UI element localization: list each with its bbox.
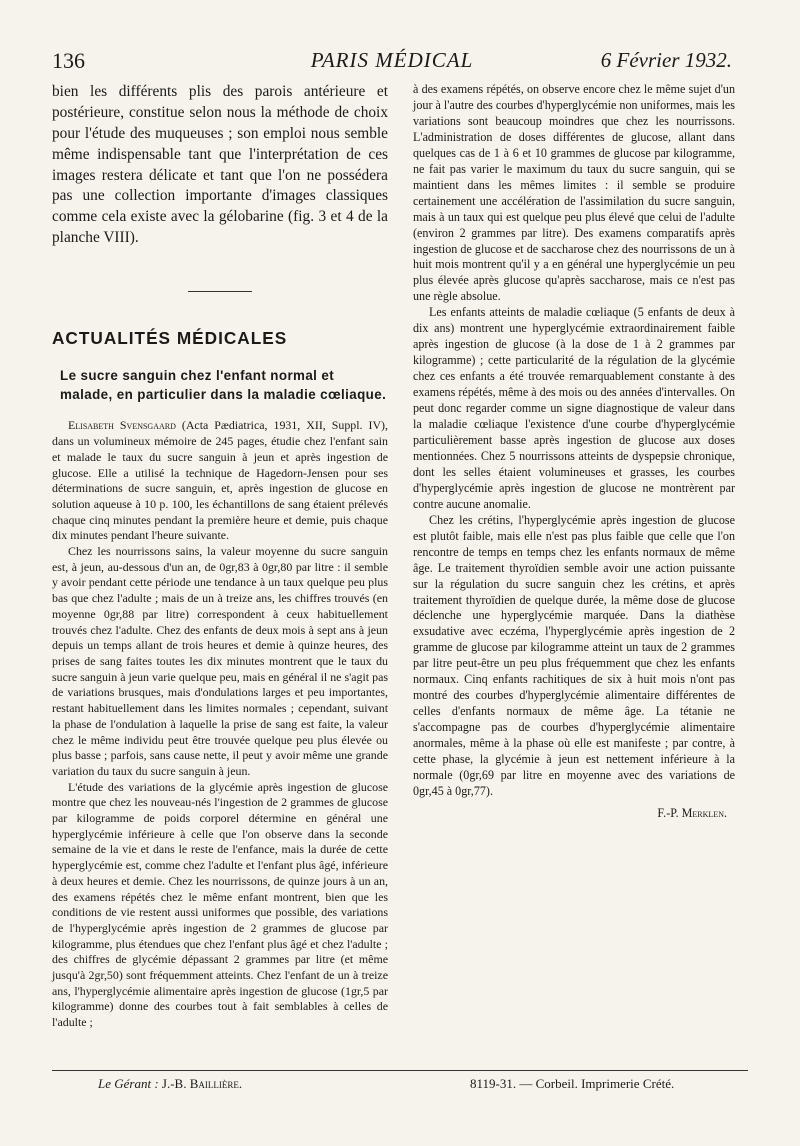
article-paragraph-6: Chez les crétins, l'hyperglycémie après ingestion de glucose est plutôt faible, mais elle n'est pas plus faible que celle que l'on rencontre de temps en temps chez les enfants normaux de même âge. Le traitement thyroïdien semble avoir une action puissante sur la régulation du sucre sanguin chez les crétins, et après traitement thyroïdien de quelque durée, la même dose de glucose déclenche une hyperglycémie marquée. Dans la diathèse exsudative avec eczéma, l'hyperglycémie après ingestion de 2 gramme de glucose par kilogramme atteint un taux de 2 grammes par litre peut-être un peu plus fréquemment que chez les enfants normaux. Cinq enfants rachitiques de six à huit mois n'ont pas montré des courbes d'hyperglycémie alimentaire différentes de celles d'enfants normaux de même âge. La tétanie ne s'accompagne pas de courbes d'hyperglycémie alimentaire anormales, même à la phase où elle est manifeste ; par contre, à cette phase, la glycémie à jeun est nettement inférieure à la normale (0gr,69 par litre en moyenne avec des variations de 0gr,45 à 0gr,77). — [413, 512, 735, 798]
article-paragraph-1-text: (Acta Pædiatrica, 1931, XII, Suppl. IV), dans un volumineux mémoire de 245 pages, étudie chez l'enfant sain et malade le taux du sucre sanguin à jeun et après ingestion de glucose. Elle a utilisé la technique de Hagedorn-Jensen pour ses déterminations de sucre sanguin, et, après ingestion de glucose en solution aqueuse à 10 p. 100, les échantillons de sang étaient prélevés chaque cinq minutes pendant la première heure et demie, puis chaque dix minutes pendant l'heure suivante. — [52, 418, 388, 543]
article-paragraph-4: à des examens répétés, on observe encore chez le même sujet d'un jour à l'autre des courbes d'hyperglycémie non uniformes, mais les variations sont beaucoup moindres que chez les nourrissons. L'administration de doses différentes de glucose, allant dans quelques cas de 1 à 6 et 10 grammes de glucose par kilogramme, ne fait pas varier le maximum du taux du sucre sanguin, qui se maintient dans les mêmes limites : il semble se produire certainement une accélération de l'assimilation du sucre sanguin, mais à un taux qui est quelque peu plus élevé que celui de l'adulte (environ 2 grammes par litre). Des examens comparatifs après ingestion de glucose et de saccharose chez des nourrissons de un à huit mois montrent qu'il y a en général une hyperglycémie un peu plus élevée après glucose qu'après saccharose, mais ce n'est pas une règle absolue. — [413, 82, 735, 304]
section-title: ACTUALITÉS MÉDICALES — [52, 328, 288, 348]
article-paragraph-1 — [52, 418, 388, 544]
footer-gerant — [98, 1076, 242, 1092]
left-column — [52, 82, 388, 1031]
article-paragraph-5: Les enfants atteints de maladie cœliaque (5 enfants de deux à dix ans) montrent une hyperglycémie extraordinairement faible après ingestion de glucose (à la dose de 1 à 2 grammes par kilogramme) ; cette particularité de la régulation de la glycémie chez ces enfants a été trouvée remarquablement constante à des examens répétés, même à des mois ou des années d'intervalles. On peut donc regarder comme un signe diagnostique de valeur dans la maladie cœliaque l'existence d'une courbe d'hyperglycémie particulièrement basse après ingestion de glucose aux doses mentionnées. Chez 5 nourrissons atteints de dyspepsie chronique, dont les selles étaient volumineuses et grasses, les courbes d'hyperglycémie après ingestion de glucose ne montrèrent par contre aucune anomalie. — [413, 305, 735, 511]
article-title: Le sucre sanguin chez l'enfant normal et malade, en particulier dans la maladie cœliaque. — [60, 368, 387, 402]
issue-date: 6 Février 1932. — [600, 48, 732, 72]
right-column — [413, 82, 735, 822]
journal-title: PARIS MÉDICAL — [310, 48, 474, 72]
gerant-label: Le Gérant : — [98, 1076, 159, 1091]
section-divider — [188, 291, 252, 292]
page-number: 136 — [52, 48, 85, 73]
footer-printer: 8119-31. — Corbeil. Imprimerie Crété. — [470, 1076, 675, 1091]
intro-paragraph: bien les différents plis des parois antérieure et postérieure, constitue selon nous la méthode de choix pour l'étude des muqueuses ; son emploi nous semble même indispensable tant que l'interprétation de ces images restera délicate et tant que l'on ne possédera pas une collection importante d'images classiques comme cela existe avec la gélobarine (fig. 3 et 4 de la planche VIII). — [52, 83, 388, 247]
author-name: Elisabeth Svensgaard — [68, 418, 176, 433]
article-body-left — [52, 418, 388, 1030]
gerant-name: J.-B. Baillière. — [161, 1076, 243, 1091]
article-paragraph-2: Chez les nourrissons sains, la valeur moyenne du sucre sanguin est, à jeun, au-dessous d'un an, de 0gr,83 à 0gr,80 par litre : il semble y avoir pendant cette période une tendance à un taux quelque peu plus bas que chez l'adulte ; mais de un à treize ans, les chiffres trouvés (en moyenne 0gr,88 par litre) correspondent à ceux habituellement trouvés chez l'adulte. Chez des enfants de deux mois à sept ans à jeun depuis un temps allant de trois heures et demie à quinze heures, des prises de sang faites toutes les dix minutes montrent que le taux du sucre sanguin à jeun varie quelque peu, mais en général il ne s'agit pas de variations brusques, mais d'ondulations larges et peu importantes, restant habituellement dans les limites normales ; cependant, suivant la phase de l'ondulation à laquelle la prise de sang est faite, la valeur chez le même individu peut être trouvée quelque peu plus élevée ou plus basse ; parfois, sans cause nette, il peut y avoir même une grande variation du taux du sucre sanguin à jeun. — [52, 544, 388, 778]
article-paragraph-3: L'étude des variations de la glycémie après ingestion de glucose montre que chez les nouveau-nés l'ingestion de 2 grammes de glucose par kilogramme de poids corporel détermine en général une hyperglycémie inférieure à celle que l'on observe dans la seconde semaine de la vie et dans le reste de l'enfance, mais la durée de cette hyperglycémie est, comme chez l'adulte et l'enfant plus âgé, inférieure à deux heures et demie. Chez les nourrissons, de quinze jours à un an, des examens répétés chez le même enfant montrent, bien que les conditions de vie restent aussi uniformes que possible, des variations de l'hyperglycémie après ingestion de 2 grammes de glucose par kilogramme, plus étendues que chez l'enfant plus âgé et chez l'adulte ; des chiffres de glycémie dépassant 2 grammes par litre (et même jusqu'à 2gr,50) sont fréquemment atteints. Chez l'enfant de un à treize ans, l'hyperglycémie alimentaire après ingestion de glucose (1gr,5 par kilogramme) donne des courbes tout à fait semblables à celles de l'adulte ; — [52, 779, 388, 1030]
page-header — [52, 48, 732, 78]
article-signature: F.-P. Merklen. — [657, 805, 727, 820]
footer-rule — [52, 1070, 748, 1071]
